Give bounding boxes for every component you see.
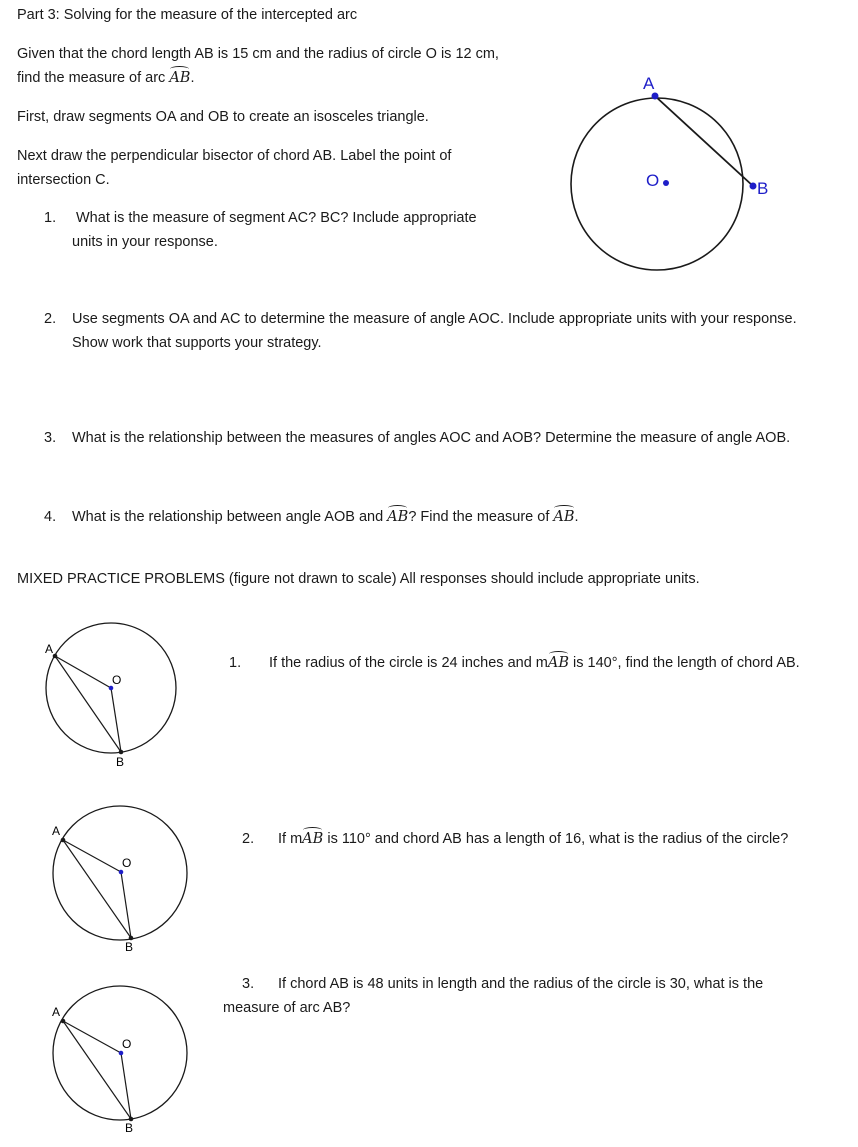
- arc-ab-notation: AB: [169, 70, 191, 86]
- question-4-text: [72, 508, 579, 526]
- mixed-3-point-o: [119, 1051, 124, 1056]
- question-4-pre: What is the relationship between angle AOB and: [72, 509, 388, 525]
- mixed-problem-3-number: 3.: [242, 976, 255, 992]
- point-o: [663, 180, 669, 186]
- question-4-mid: ? Find the measure of: [408, 509, 554, 525]
- mixed-problem-1-text: [269, 654, 800, 672]
- mixed-problem-2-arc: AB: [302, 831, 324, 847]
- mixed-3-label-o: O: [122, 1037, 132, 1051]
- mixed-3-radius-oa: [63, 1021, 121, 1053]
- question-4-end: .: [574, 509, 579, 525]
- mixed-problem-2-text: [278, 830, 788, 848]
- mixed-figure-2: [48, 805, 208, 955]
- mixed-1-label-b: B: [116, 755, 125, 769]
- question-1-number: 1.: [44, 210, 57, 226]
- first-instruction: First, draw segments OA and OB to create an isosceles triangle.: [17, 109, 429, 125]
- mixed-3-label-b: B: [125, 1121, 134, 1135]
- mixed-problem-1-pre: If the radius of the circle is 24 inches and m: [269, 655, 548, 671]
- given-line-2: [17, 69, 195, 87]
- question-4-arc-1: AB: [387, 509, 409, 525]
- mixed-problem-1-arc: AB: [547, 655, 570, 671]
- mixed-1-label-o: O: [112, 673, 122, 687]
- given-period: .: [190, 70, 195, 86]
- question-3-number: 3.: [44, 430, 57, 446]
- part3-title: Part 3: Solving for the measure of the intercepted arc: [17, 7, 358, 23]
- mixed-problem-1-number: 1.: [229, 655, 242, 671]
- label-o: O: [646, 171, 660, 190]
- mixed-3-label-a: A: [52, 1005, 61, 1019]
- question-3-line-1: What is the relationship between the measures of angles AOC and AOB? Determine the measure of angle AOB.: [72, 430, 791, 446]
- mixed-1-radius-oa: [55, 656, 111, 688]
- mixed-practice-header: MIXED PRACTICE PROBLEMS (figure not drawn to scale) All responses should include appropriate units.: [17, 571, 700, 587]
- mixed-problem-1-post: is 140°, find the length of chord AB.: [569, 655, 800, 671]
- mixed-3-radius-ob: [121, 1053, 131, 1119]
- mixed-problem-2-number: 2.: [242, 831, 255, 847]
- question-2-line-1: Use segments OA and AC to determine the measure of angle AOC. Include appropriate units with your response.: [72, 311, 797, 327]
- mixed-1-label-a: A: [45, 642, 54, 656]
- mixed-1-chord-ab: [55, 656, 121, 752]
- label-a: A: [643, 74, 655, 93]
- mixed-problem-2-post: is 110° and chord AB has a length of 16, what is the radius of the circle?: [323, 831, 789, 847]
- mixed-3-chord-ab: [63, 1021, 131, 1119]
- question-1-line-1: What is the measure of segment AC? BC? Include appropriate: [76, 210, 477, 226]
- point-a: [652, 93, 659, 100]
- mixed-2-point-o: [119, 870, 124, 875]
- mixed-problem-3-line-1: If chord AB is 48 units in length and the radius of the circle is 30, what is the: [278, 976, 764, 992]
- mixed-2-chord-ab: [63, 840, 131, 938]
- mixed-figure-1: [40, 640, 200, 790]
- mixed-2-label-b: B: [125, 940, 134, 954]
- mixed-problem-3-line-2: measure of arc AB?: [223, 1000, 351, 1016]
- mixed-2-point-a: [61, 838, 66, 843]
- mixed-problem-2-pre: If m: [278, 831, 303, 847]
- question-2-number: 2.: [44, 311, 57, 327]
- mixed-2-label-o: O: [122, 856, 132, 870]
- next-instruction-line-1: Next draw the perpendicular bisector of chord AB. Label the point of: [17, 148, 452, 164]
- point-b: [750, 183, 757, 190]
- question-1-line-2: units in your response.: [72, 234, 218, 250]
- question-2-line-2: Show work that supports your strategy.: [72, 335, 322, 351]
- mixed-2-radius-oa: [63, 840, 121, 872]
- next-instruction-line-2: intersection C.: [17, 172, 110, 188]
- label-b: B: [757, 179, 769, 198]
- mixed-2-label-a: A: [52, 824, 61, 838]
- mixed-3-point-a: [61, 1019, 66, 1024]
- question-4-arc-2: AB: [553, 509, 575, 525]
- mixed-1-radius-ob: [111, 688, 121, 752]
- mixed-1-point-b: [119, 750, 124, 755]
- mixed-figure-3: [48, 985, 208, 1135]
- chord-ab: [655, 96, 753, 186]
- given-line-1: Given that the chord length AB is 15 cm and the radius of circle O is 12 cm,: [17, 46, 499, 62]
- given-line-2-text: find the measure of arc: [17, 70, 170, 86]
- mixed-1-point-a: [53, 654, 58, 659]
- mixed-2-radius-ob: [121, 872, 131, 938]
- question-4-number: 4.: [44, 509, 57, 525]
- part3-circle-figure: [570, 70, 770, 280]
